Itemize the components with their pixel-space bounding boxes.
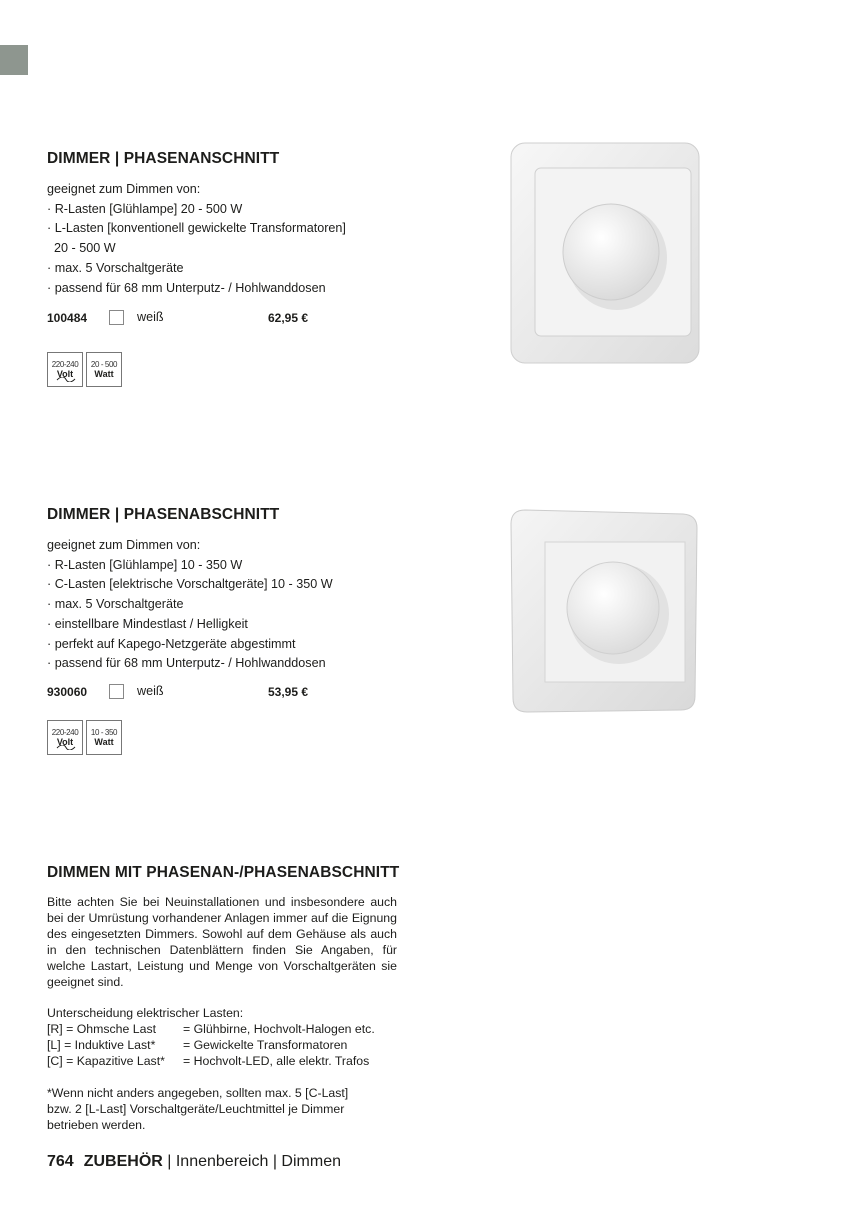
load-types: [47, 1006, 397, 1070]
product-phasenabschnitt: [47, 506, 447, 703]
product-title: DIMMER | PHASENABSCHNITT: [47, 506, 280, 523]
feature-bullet: · max. 5 Vorschaltgeräte: [47, 597, 184, 612]
page-number: 764: [47, 1153, 74, 1170]
info-section: [47, 864, 400, 1134]
product-phasenanschnitt: [47, 150, 447, 329]
load-type-row: [C] = Kapazitive Last* = Hochvolt-LED, alle elektr. Trafos: [47, 1054, 370, 1069]
order-row: [47, 309, 447, 329]
voltage-badge: 220-240 Volt: [47, 352, 83, 387]
voltage-badge: 220-240 Volt: [47, 720, 83, 755]
page-footer: [47, 1153, 341, 1171]
feature-bullet: · R-Lasten [Glühlampe] 20 - 500 W: [47, 201, 243, 216]
order-row: [47, 683, 447, 703]
feature-bullet-continuation: 20 - 500 W: [54, 241, 116, 256]
info-paragraph: Bitte achten Sie bei Neuinstallationen und insbesondere auch bei der Umrüstung vorhandener Anlagen immer auf die Eignung des eingesetzten Dimmers. Sowohl auf dem Gehäuse als auch in den technischen Datenblättern finden Sie Angaben, für welche Lastart, Leistung und Menge von Vorschaltgeräten sie geeignet sind.: [47, 895, 397, 989]
info-title: DIMMEN MIT PHASENAN-/PHASENABSCHNITT: [47, 864, 400, 881]
color-swatch: [109, 310, 124, 325]
product-intro: geeignet zum Dimmen von:: [47, 182, 201, 196]
footer-category: ZUBEHÖR: [83, 1153, 163, 1170]
section-tab-marker: [0, 45, 28, 75]
feature-bullet: · L-Lasten [konventionell gewickelte Transformatoren]: [47, 221, 346, 236]
product-title: DIMMER | PHASENANSCHNITT: [47, 150, 280, 167]
color-swatch: [109, 684, 124, 699]
ac-wave-icon: [56, 377, 76, 382]
color-label: weiß: [137, 310, 164, 325]
feature-bullet: · passend für 68 mm Unterputz- / Hohlwanddosen: [47, 656, 326, 671]
feature-bullet: · C-Lasten [elektrische Vorschaltgeräte] 10 - 350 W: [47, 577, 333, 592]
load-type-row: [R] = Ohmsche Last = Glühbirne, Hochvolt-Halogen etc.: [47, 1022, 375, 1037]
feature-bullet: · passend für 68 mm Unterputz- / Hohlwanddosen: [47, 280, 326, 295]
spec-badges: [47, 720, 122, 755]
feature-bullet: · einstellbare Mindestlast / Helligkeit: [47, 616, 248, 631]
ac-wave-icon: [56, 745, 76, 750]
spec-badges: [47, 352, 122, 387]
footer-breadcrumb: | Innenbereich | Dimmen: [162, 1153, 341, 1170]
feature-bullet: · perfekt auf Kapego-Netzgeräte abgestimmt: [47, 636, 296, 651]
product-intro: geeignet zum Dimmen von:: [47, 538, 201, 552]
wattage-badge: 10 - 350 Watt: [86, 720, 122, 755]
load-type-row: [L] = Induktive Last* = Gewickelte Transformatoren: [47, 1038, 348, 1053]
load-types-heading: Unterscheidung elektrischer Lasten:: [47, 1006, 244, 1021]
footnote: *Wenn nicht anders angegeben, sollten max. 5 [C-Last] bzw. 2 [L-Last] Vorschaltgeräte/Leuchtmittel je Dimmer betrieben werden.: [47, 1086, 349, 1132]
price: 62,95 €: [268, 311, 309, 326]
price: 53,95 €: [268, 684, 309, 699]
article-number: 100484: [47, 311, 88, 326]
dimmer-phasenabschnitt-image: [505, 506, 705, 716]
color-label: weiß: [137, 683, 164, 698]
wattage-badge: 20 - 500 Watt: [86, 352, 122, 387]
article-number: 930060: [47, 684, 88, 699]
feature-bullet: · R-Lasten [Glühlampe] 10 - 350 W: [47, 557, 243, 572]
feature-bullet: · max. 5 Vorschaltgeräte: [47, 260, 184, 275]
dimmer-phasenanschnitt-image: [505, 138, 705, 368]
